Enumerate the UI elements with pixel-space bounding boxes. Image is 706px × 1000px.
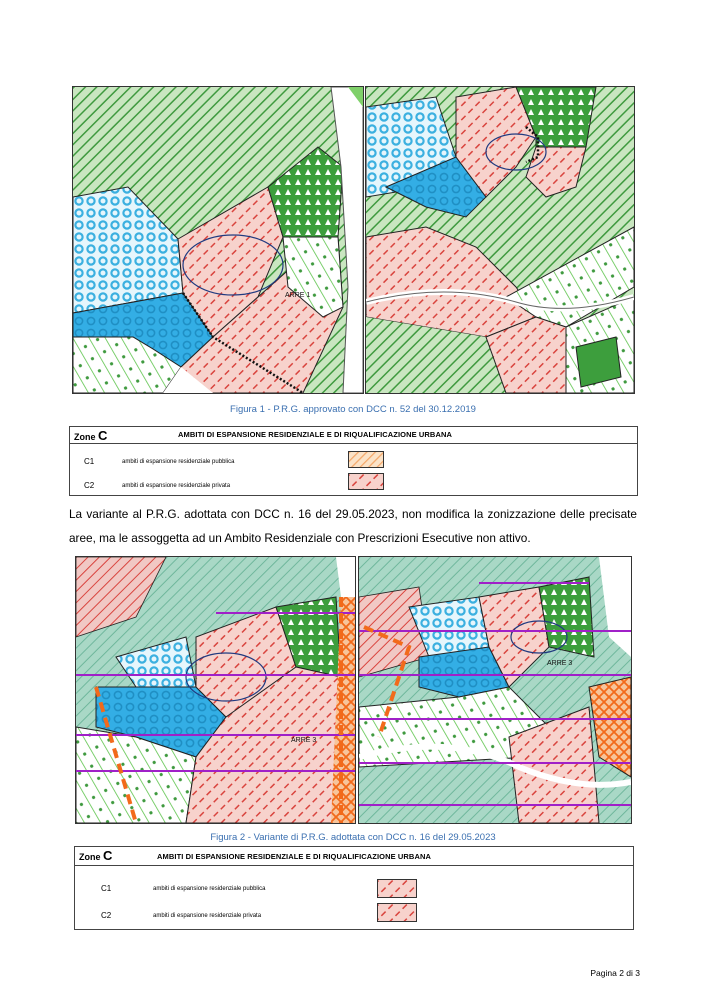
- figure2-map-left: [75, 556, 356, 824]
- map-label: ARRE 3: [291, 737, 317, 744]
- legend-header: [70, 427, 637, 444]
- paragraph-line-1: La variante al P.R.G. adottata con DCC n. 16 del 29.05.2023, non modifica la zonizzazione delle precisate: [69, 507, 637, 521]
- legend-code-c1: C1: [101, 884, 112, 893]
- legend-desc-c1: ambiti di espansione residenziale pubblica: [122, 459, 235, 465]
- legend-title: AMBITI DI ESPANSIONE RESIDENZIALE E DI RIQUALIFICAZIONE URBANA: [178, 430, 452, 439]
- figure1-map-right: [365, 86, 635, 394]
- legend-swatch-c1: [377, 879, 417, 898]
- legend-code-c2: C2: [84, 481, 95, 490]
- figure1-caption: Figura 1 - P.R.G. approvato con DCC n. 52 del 30.12.2019: [230, 404, 476, 415]
- legend-desc-c2: ambiti di espansione residenziale privata: [153, 913, 262, 919]
- legend-code-c2: C2: [101, 911, 112, 920]
- legend-desc-c2: ambiti di espansione residenziale privata: [122, 483, 231, 489]
- legend-code-c1: C1: [84, 457, 95, 466]
- figure2-map-right: [358, 556, 632, 824]
- body-paragraph: [69, 502, 637, 550]
- legend-swatch-c2: [377, 903, 417, 922]
- legend-title: AMBITI DI ESPANSIONE RESIDENZIALE E DI RIQUALIFICAZIONE URBANA: [157, 852, 431, 861]
- figure2-legend: [74, 846, 634, 930]
- map-label: ARRE 1: [285, 292, 311, 299]
- legend-zone: Zone C: [74, 428, 108, 443]
- figure2-caption: Figura 2 - Variante di P.R.G. adottata con DCC n. 16 del 29.05.2023: [210, 832, 496, 843]
- legend-zone: Zone C: [79, 848, 113, 863]
- paragraph-line-2: aree, ma le assoggetta ad un Ambito Residenziale con Prescrizioni Esecutive non attivo.: [69, 531, 531, 545]
- page-number: Pagina 2 di 3: [590, 968, 640, 978]
- figure1-map-left: [72, 86, 364, 394]
- map-label: ARRE 3: [547, 660, 573, 667]
- legend-swatch-c2: [348, 473, 384, 490]
- legend-swatch-c1: [348, 451, 384, 468]
- figure1-legend: [69, 426, 638, 496]
- legend-desc-c1: ambiti di espansione residenziale pubblica: [153, 886, 266, 892]
- legend-header: [75, 847, 633, 866]
